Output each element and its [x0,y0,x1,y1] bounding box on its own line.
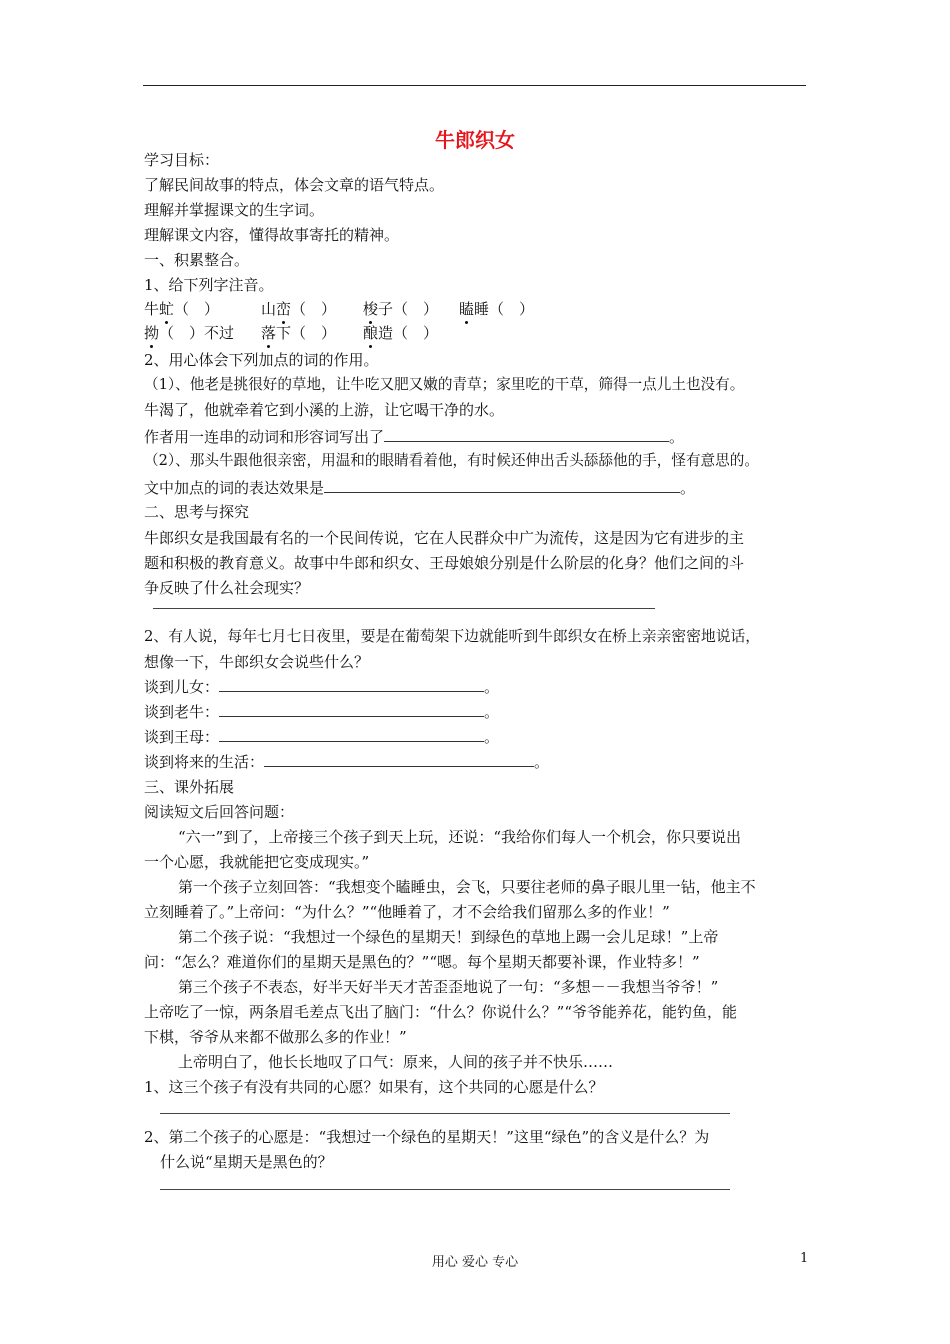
page-number: 1 [800,1251,809,1266]
talk-ox-row: 谈到老牛： 。 [144,703,500,721]
answer-line[interactable] [160,1189,730,1190]
pinyin-row-2 [144,323,438,343]
page-title: 牛郎织女 [435,128,515,152]
pinyin-item: 拗（ ）不过 [144,324,235,342]
section3-q1: 1、这三个孩子有没有共同的心愿？如果有，这个共同的心愿是什么？ [144,1078,604,1096]
answer-blank[interactable] [219,727,484,742]
objective-3: 理解课文内容，懂得故事寄托的精神。 [144,226,400,244]
pinyin-item: 梭子（ ） [363,300,439,318]
section2-p1-line3: 争反映了什么社会现实？ [144,579,310,597]
section3-q2-line2: 什么说“星期天是黑色的？ [160,1153,333,1171]
story-line: 上帝明白了，他长长地叹了口气：原来，人间的孩子并不快乐…… [178,1053,614,1071]
talk-children-row: 谈到儿女： 。 [144,678,500,696]
answer-blank[interactable] [219,677,484,692]
answer-line[interactable] [160,1113,730,1114]
answer-line[interactable] [153,608,655,609]
section1-heading: 一、积累整合。 [144,251,250,269]
section3-q2-line1: 2、第二个孩子的心愿是：“我想过一个绿色的星期天！”这里“绿色”的含义是什么？为 [144,1128,710,1146]
header-rule [143,85,806,86]
q2-2-text-line1: （2）、那头牛跟他很亲密，用温和的眼睛看着他，有时候还伸出舌头舔舔他的手，怪有意思的。 [144,452,759,469]
answer-blank[interactable] [324,478,680,493]
answer-blank[interactable] [219,702,484,717]
section2-p1-line2: 题和积极的教育意义。故事中牛郎和织女、王母娘娘分别是什么阶层的化身？他们之间的斗 [144,554,745,572]
section2-p1-line1: 牛郎织女是我国最有名的一个民间传说，它在人民群众中广为流传，这是因为它有进步的主 [144,529,745,547]
q2-1-text-line1: （1）、他老是挑很好的草地，让牛吃又肥又嫩的青草；家里吃的干草，筛得一点儿土也没有。 [144,376,745,393]
section1-q2: 2、用心体会下列加点的词的作用。 [144,351,379,369]
story-line: 第一个孩子立刻回答：“我想变个瞌睡虫，会飞，只要往老师的鼻子眼儿里一钻，他主不 [178,878,756,896]
q2-1-answer-row: 作者用一连串的动词和形容词写出了 。 [144,428,685,446]
pinyin-item: 山峦（ ） [261,300,337,318]
story-line: 第三个孩子不表态，好半天好半天才苦歪歪地说了一句：“多想－－我想当爷爷！” [178,978,719,996]
answer-blank[interactable] [264,752,534,767]
q2-1-text-line2: 牛渴了，他就牵着它到小溪的上游，让它喝干净的水。 [144,401,505,419]
pinyin-row-1 [144,299,534,319]
objective-1: 了解民间故事的特点，体会文章的语气特点。 [144,176,445,194]
story-line: 下棋，爷爷从来都不做那么多的作业！” [144,1028,407,1046]
pinyin-item: 落下（ ） [261,324,337,342]
pinyin-item: 酿造（ ） [363,324,439,342]
talk-future-row: 谈到将来的生活： 。 [144,753,550,771]
story-line: 一个心愿，我就能把它变成现实。” [144,853,370,871]
talk-queen-mother-row: 谈到王母： 。 [144,728,500,746]
section2-q2-line2: 想像一下，牛郎织女会说些什么？ [144,653,370,671]
story-line: 问：“怎么？难道你们的星期天是黑色的？”“嗯。每个星期天都要补课，作业特多！” [144,953,700,971]
section2-q2-line1: 2、有人说，每年七月七日夜里，要是在葡萄架下边就能听到牛郎织女在桥上亲亲密密地说话， [144,628,761,645]
story-line: 立刻睡着了。”上帝问：“为什么？”“他睡着了，才不会给我们留那么多的作业！” [144,903,670,921]
section3-instruction: 阅读短文后回答问题： [144,803,295,821]
section1-q1: 1、给下列字注音。 [144,276,274,294]
story-line: 第二个孩子说：“我想过一个绿色的星期天！到绿色的草地上踢一会儿足球！”上帝 [178,928,719,946]
objectives-heading: 学习目标： [144,151,220,169]
pinyin-item: 牛虻（ ） [144,300,220,318]
story-line: “六一”到了，上帝接三个孩子到天上玩，还说：“我给你们每人一个机会，你只要说出 [178,828,742,846]
section3-heading: 三、课外拓展 [144,778,235,796]
footer-text: 用心 爱心 专心 [431,1255,519,1270]
q2-2-answer-row: 文中加点的词的表达效果是 。 [144,479,696,497]
pinyin-item: 瞌睡（ ） [459,300,535,318]
section2-heading: 二、思考与探究 [144,503,250,521]
answer-blank[interactable] [384,427,669,442]
objective-2: 理解并掌握课文的生字词。 [144,201,325,219]
story-line: 上帝吃了一惊，两条眉毛差点飞出了脑门：“什么？你说什么？”“爷爷能养花，能钓鱼，能 [144,1003,738,1021]
